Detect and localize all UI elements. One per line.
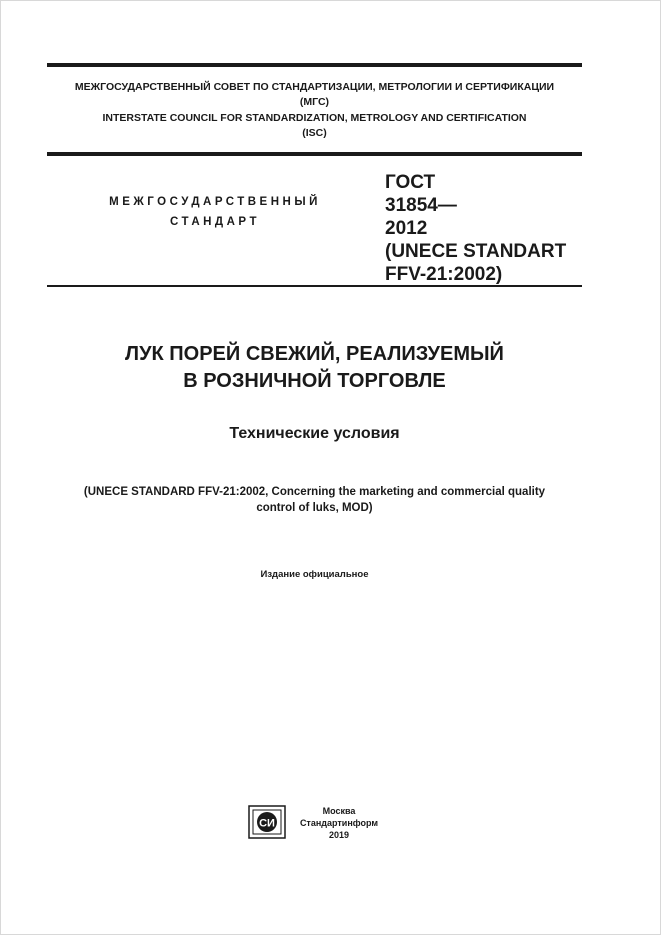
document-title [47,341,582,395]
council-name-ru [47,80,582,110]
title-line2: В РОЗНИЧНОЙ ТОРГОВЛЕ [183,370,446,392]
standard-type [80,192,350,232]
unece-ref-line2: control of luks, MOD) [256,502,373,514]
standard-designation [385,171,566,286]
middle-rule [47,152,582,156]
council-en-abbr: (ISC) [302,127,327,139]
designation-line3: 2012 [385,218,428,239]
designation-line1: ГОСТ [385,172,436,193]
publisher-logo-mark: СИ [259,817,275,830]
publisher-year: 2019 [328,830,350,840]
designation-line4: (UNECE STANDART [385,241,567,262]
designation-line5: FFV-21:2002) [385,264,503,285]
standard-type-line2: СТАНДАРТ [170,216,260,228]
council-ru-abbr: (МГС) [299,96,330,108]
unece-reference [47,484,582,516]
publisher-logo-icon [248,805,286,839]
document-subtitle: Технические условия [229,425,400,442]
unece-ref-line1: (UNECE STANDARD FFV-21:2002, Concerning the marketing and commercial quality [83,486,546,498]
top-rule [47,63,582,67]
publisher-name: Стандартинформ [299,818,379,828]
standard-type-line1: МЕЖГОСУДАРСТВЕННЫЙ [109,196,321,208]
council-name-en [47,111,582,141]
council-en-text: INTERSTATE COUNCIL FOR STANDARDIZATION, METROLOGY AND CERTIFICATION [102,112,527,124]
edition-note: Издание официальное [260,569,369,580]
lower-rule [47,285,582,287]
publisher-city: Москва [322,806,356,816]
publisher-info [296,805,382,841]
designation-line2: 31854— [385,195,457,216]
council-ru-text: МЕЖГОСУДАРСТВЕННЫЙ СОВЕТ ПО СТАНДАРТИЗАЦИИ, МЕТРОЛОГИИ И СЕРТИФИКАЦИИ [74,81,555,93]
title-line1: ЛУК ПОРЕЙ СВЕЖИЙ, РЕАЛИЗУЕМЫЙ [125,343,504,365]
